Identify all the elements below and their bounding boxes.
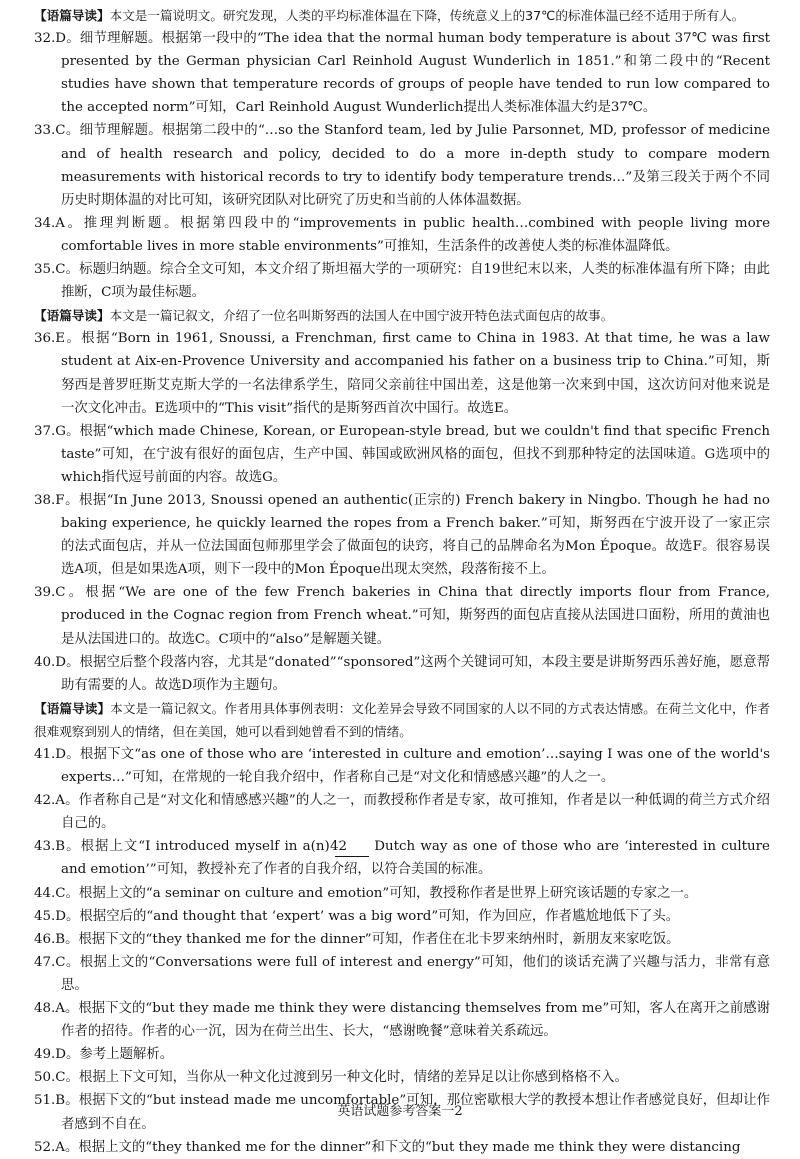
answer-text-cont: Dutch way as one of those who are ‘interested in culture and emotion’”可知，教授补充了作者的自我介绍，以符合美国的标准。 bbox=[61, 839, 770, 878]
answer-number: 38. bbox=[34, 492, 56, 508]
answer-item bbox=[34, 1136, 770, 1159]
intro-tag: 【语篇导读】 bbox=[34, 8, 110, 23]
passage-intro bbox=[34, 697, 770, 743]
answer-number: 50. bbox=[34, 1070, 56, 1086]
answer-text: D。根据空后的“and thought that ‘expert’ was a big word”可知，作为回应，作者尴尬地低下了头。 bbox=[55, 908, 680, 924]
answer-item bbox=[34, 212, 770, 258]
intro-tag: 【语篇导读】 bbox=[34, 308, 110, 324]
answer-text: B。根据下文的“they thanked me for the dinner”可知，作者住在北卡罗来纳州时，新朋友来家吃饭。 bbox=[55, 931, 680, 947]
answer-number: 40. bbox=[34, 654, 56, 670]
answer-item bbox=[34, 951, 770, 997]
answer-number: 39. bbox=[34, 585, 56, 601]
answer-item bbox=[34, 651, 770, 697]
answer-text: A。根据上文的“they thanked me for the dinner”和下文的“but they made me think they were distancing bbox=[55, 1139, 741, 1155]
answer-item bbox=[34, 882, 770, 905]
answer-number: 35. bbox=[34, 262, 56, 278]
blank-42: 42 bbox=[335, 838, 369, 857]
answer-text: C。根据上文的“a seminar on culture and emotion”可知，教授称作者是世界上研究该话题的专家之一。 bbox=[55, 885, 698, 901]
passage-intro bbox=[34, 304, 770, 327]
answer-text: B。根据上文“I introduced myself in a(n) bbox=[55, 839, 335, 855]
answer-number: 48. bbox=[34, 1001, 56, 1017]
answer-number: 47. bbox=[34, 954, 56, 970]
answer-text: G。根据“which made Chinese, Korean, or European-style bread, but we couldn't find that specific French taste”可知，在宁波有很好的面包店，生产中国、韩国或欧洲风格的面包，但找不到那种特定的法国味道。G选项中的which指代逗号前面的内容。故选G。 bbox=[55, 423, 770, 485]
answer-text: A。作者称自己是“对文化和情感感兴趣”的人之一，而教授称作者是专家，故可推知，作者是以一种低调的荷兰方式介绍自己的。 bbox=[55, 793, 770, 832]
answer-item bbox=[34, 835, 770, 881]
answer-text: C。根据上文的“Conversations were full of interest and energy”可知，他们的谈话充满了兴趣与活力，非常有意思。 bbox=[55, 954, 770, 993]
answer-text: D。根据下文“as one of those who are ‘interested in culture and emotion’…saying I was one of the world's experts…”可知，在常规的一轮自我介绍中，作者称自己是“对文化和情感感兴趣”的人之一。 bbox=[55, 747, 770, 786]
answer-item bbox=[34, 789, 770, 835]
answer-item bbox=[34, 420, 770, 489]
answer-number: 45. bbox=[34, 908, 56, 924]
answer-text: C。细节理解题。根据第二段中的“…so the Stanford team, led by Julie Parsonnet, MD, professor of medicine and of health research and policy, decided to do a more in-depth study to compare modern measurements with historical records to try to identify body temperature trends…”及第三段关于两个不同历史时期体温的对比可知，该研究团队对比研究了历史和当前的人体体温数据。 bbox=[55, 123, 770, 208]
answer-text: C。根据“We are one of the few French bakeries in China that directly imports flour from France, produced in the Cognac region from French wheat.”可知，斯努西的面包店直接从法国进口面粉，所用的黄油也是从法国进口的。故选C。C项中的“also”是解题关键。 bbox=[55, 585, 770, 647]
answer-item bbox=[34, 905, 770, 928]
answer-text: C。标题归纳题。综合全文可知，本文介绍了斯坦福大学的一项研究：自19世纪末以来，人类的标准体温有所下降；由此推断，C项为最佳标题。 bbox=[55, 262, 770, 301]
answer-text: B。根据下文的“but instead made me uncomfortable”可知，那位密歇根大学的教授本想让作者感觉良好，但却让作者感到不自在。 bbox=[55, 1093, 770, 1132]
answer-number: 44. bbox=[34, 885, 56, 901]
answer-text: A。推理判断题。根据第四段中的“improvements in public health…combined with people living more comfortable lives in more stable environments”可推知，生活条件的改善使人类的标准体温降低。 bbox=[55, 215, 770, 254]
passage-intro bbox=[34, 4, 770, 27]
answer-item bbox=[34, 258, 770, 304]
answer-item bbox=[34, 27, 770, 119]
answer-text: D。细节理解题。根据第一段中的“The idea that the normal human body temperature is about 37℃ was first presented by the German physician Carl Reinhold August Wunderlich in 1851.”和第二段中的“Recent studies have shown that temperature records of groups of people have tended to run low compared to the accepted norm”可知，Carl Reinhold August Wunderlich提出人类标准体温大约是37℃。 bbox=[55, 31, 770, 116]
answer-number: 33. bbox=[34, 123, 56, 139]
answer-text: F。根据“In June 2013, Snoussi opened an authentic(正宗的) French bakery in Ningbo. Though he had no baking experience, he quickly learned the ropes from a French baker.”可知，斯努西在宁波开设了一家正宗的法式面包店，并从一位法国面包师那里学会了做面包的诀窍，将自己的品牌命名为Mon Époque。故选F。很容易误选A项，但是如果选A项，则下一段中的Mon Époque出现太突然，段落衔接不上。 bbox=[55, 492, 770, 578]
answer-text: E。根据“Born in 1961, Snoussi, a Frenchman, first came to China in 1983. At that time, he was a law student at Aix-en-Provence University and accompanied his father on a business trip to China.”可知，斯努西是普罗旺斯艾克斯大学的一名法律系学生，陪同父亲前往中国出差，这是他第一次来到中国，这次访问对他来说是一次文化冲击。E选项中的“This visit”指代的是斯努西首次中国行。故选E。 bbox=[55, 331, 770, 416]
answer-item bbox=[34, 1043, 770, 1066]
answer-number: 36. bbox=[34, 331, 56, 347]
answer-number: 46. bbox=[34, 931, 56, 947]
answer-number: 49. bbox=[34, 1047, 56, 1063]
answer-item bbox=[34, 997, 770, 1043]
answer-item bbox=[34, 119, 770, 211]
intro-text: 本文是一篇记叙文，介绍了一位名叫斯努西的法国人在中国宁波开特色法式面包店的故事。 bbox=[109, 308, 614, 324]
answer-item bbox=[34, 581, 770, 650]
answer-item bbox=[34, 928, 770, 951]
answer-item bbox=[34, 327, 770, 419]
answer-item bbox=[34, 743, 770, 789]
answer-text: A。根据下文的“but they made me think they were distancing themselves from me”可知，客人在离开之前感谢作者的招待。作者的心一沉，因为在荷兰出生、长大，“感谢晚餐”意味着关系疏远。 bbox=[55, 1001, 770, 1040]
intro-text: 本文是一篇记叙文。作者用具体事例表明：文化差异会导致不同国家的人以不同的方式表达情感。在荷兰文化中，作者很难观察到别人的情绪，但在美国，她可以看到她曾看不到的情绪。 bbox=[34, 700, 771, 739]
intro-tag: 【语篇导读】 bbox=[34, 700, 111, 716]
answer-number: 41. bbox=[34, 747, 56, 762]
answer-number: 43. bbox=[34, 839, 56, 855]
page-footer: 英语试题参考答案一2 bbox=[337, 1104, 463, 1119]
answer-number: 42. bbox=[34, 793, 56, 809]
answer-number: 52. bbox=[34, 1139, 56, 1155]
intro-text: 本文是一篇说明文。研究发现，人类的平均标准体温在下降，传统意义上的37℃的标准体温已经不适用于所有人。 bbox=[109, 8, 745, 23]
answer-item bbox=[34, 1066, 770, 1089]
answer-text: D。根据空后整个段落内容，尤其是“donated”“sponsored”这两个关键词可知，本段主要是讲斯努西乐善好施，愿意帮助有需要的人。故选D项作为主题句。 bbox=[55, 654, 770, 693]
answer-text: C。根据上下文可知，当你从一种文化过渡到另一种文化时，情绪的差异足以让你感到格格不入。 bbox=[55, 1070, 628, 1086]
answer-text: D。参考上题解析。 bbox=[55, 1047, 174, 1063]
answer-number: 32. bbox=[34, 31, 56, 47]
answer-item bbox=[34, 489, 770, 581]
answer-number: 37. bbox=[34, 423, 56, 439]
answer-number: 34. bbox=[34, 215, 56, 231]
answer-number: 51. bbox=[34, 1093, 56, 1109]
